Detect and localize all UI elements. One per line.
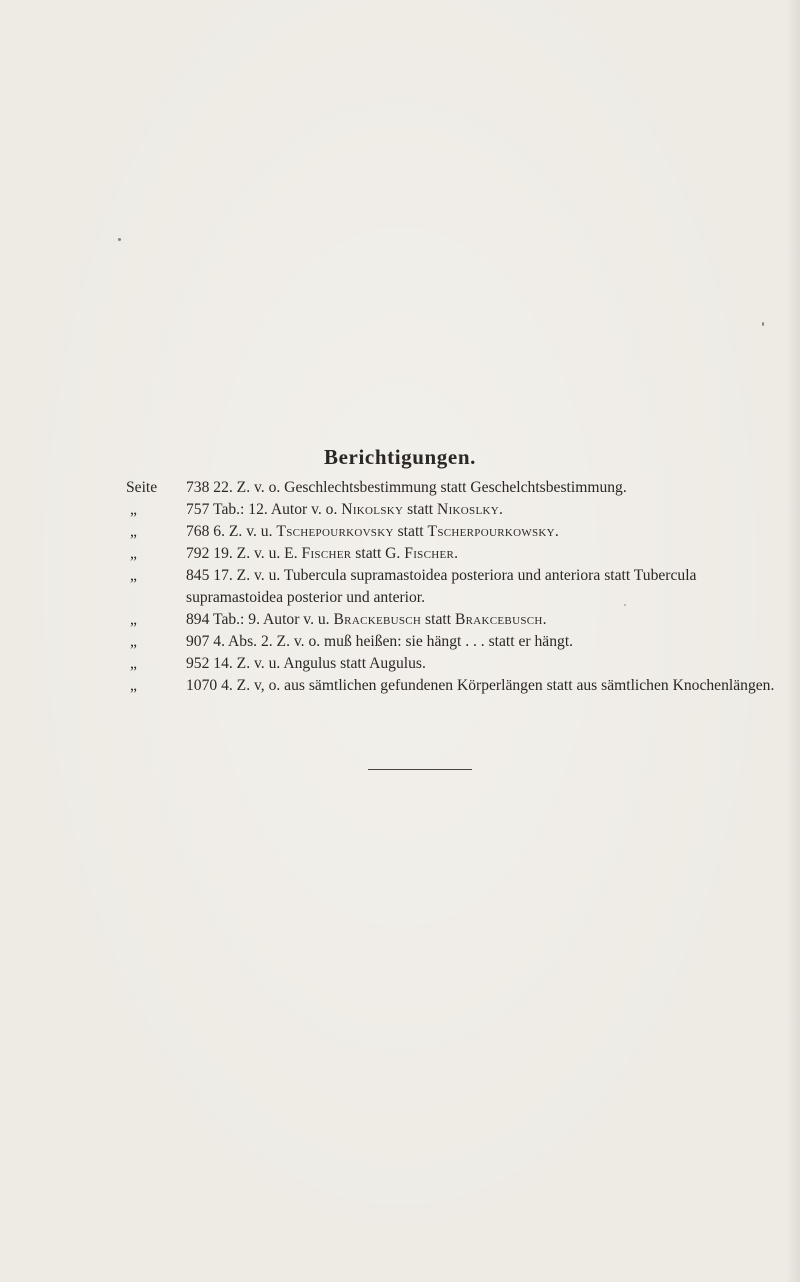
entry-text: 952 14. Z. v. u. Angulus statt Augulus. [186,655,426,672]
corrections-list [126,477,786,697]
list-item [126,631,786,653]
page-edge-shadow [786,0,800,1282]
paper-speck [118,238,121,241]
author-name: Nikoslky [437,501,499,518]
entry-prefix: „ [130,523,137,540]
entry-prefix: „ [130,677,137,694]
author-name: Fischer [301,545,352,562]
list-item [126,477,786,499]
paper-speck [762,322,764,326]
entry-prefix: Seite [126,479,158,496]
author-name: Tschepourkovsky [276,523,394,540]
entry-text: 894 Tab.: 9. Autor v. u. Brackebusch statt Brakcebusch. [186,611,547,628]
entry-prefix: „ [130,611,137,628]
entry-text: 792 19. Z. v. u. E. Fischer statt G. Fischer. [186,545,459,562]
entry-text: 757 Tab.: 12. Autor v. o. Nikolsky statt Nikoslky. [186,501,503,518]
end-rule [368,769,472,770]
author-name: Fischer [404,545,455,562]
list-item [126,565,786,609]
entry-text: 907 4. Abs. 2. Z. v. o. muß heißen: sie hängt . . . statt er hängt. [186,633,574,650]
list-item [126,609,786,631]
list-item [126,543,786,565]
list-item [126,653,786,675]
author-name: Tscherpourkowsky [427,523,555,540]
entry-text: 1070 4. Z. v, o. aus sämtlichen gefundenen Körperlängen statt aus sämtlichen Knochenlängen. [186,677,775,694]
list-item [126,499,786,521]
entry-prefix: „ [130,633,137,650]
entry-text: 738 22. Z. v. o. Geschlechtsbestimmung statt Geschelchtsbestimmung. [186,479,627,496]
entry-text: 768 6. Z. v. u. Tschepourkovsky statt Tscherpourkowsky. [186,523,559,540]
list-item [126,675,786,697]
page-title: Berichtigungen. [324,445,476,469]
entry-prefix: „ [130,501,137,518]
author-name: Brackebusch [333,611,422,628]
entry-prefix: „ [130,655,137,672]
author-name: Nikolsky [341,501,404,518]
entry-prefix: „ [130,545,137,562]
author-name: Brakcebusch [454,611,543,628]
list-item [126,521,786,543]
entry-text: 845 17. Z. v. u. Tubercula supramastoidea posteriora und anteriora statt Tubercula supramastoidea posterior und anterior. [186,567,697,606]
entry-prefix: „ [130,567,137,584]
